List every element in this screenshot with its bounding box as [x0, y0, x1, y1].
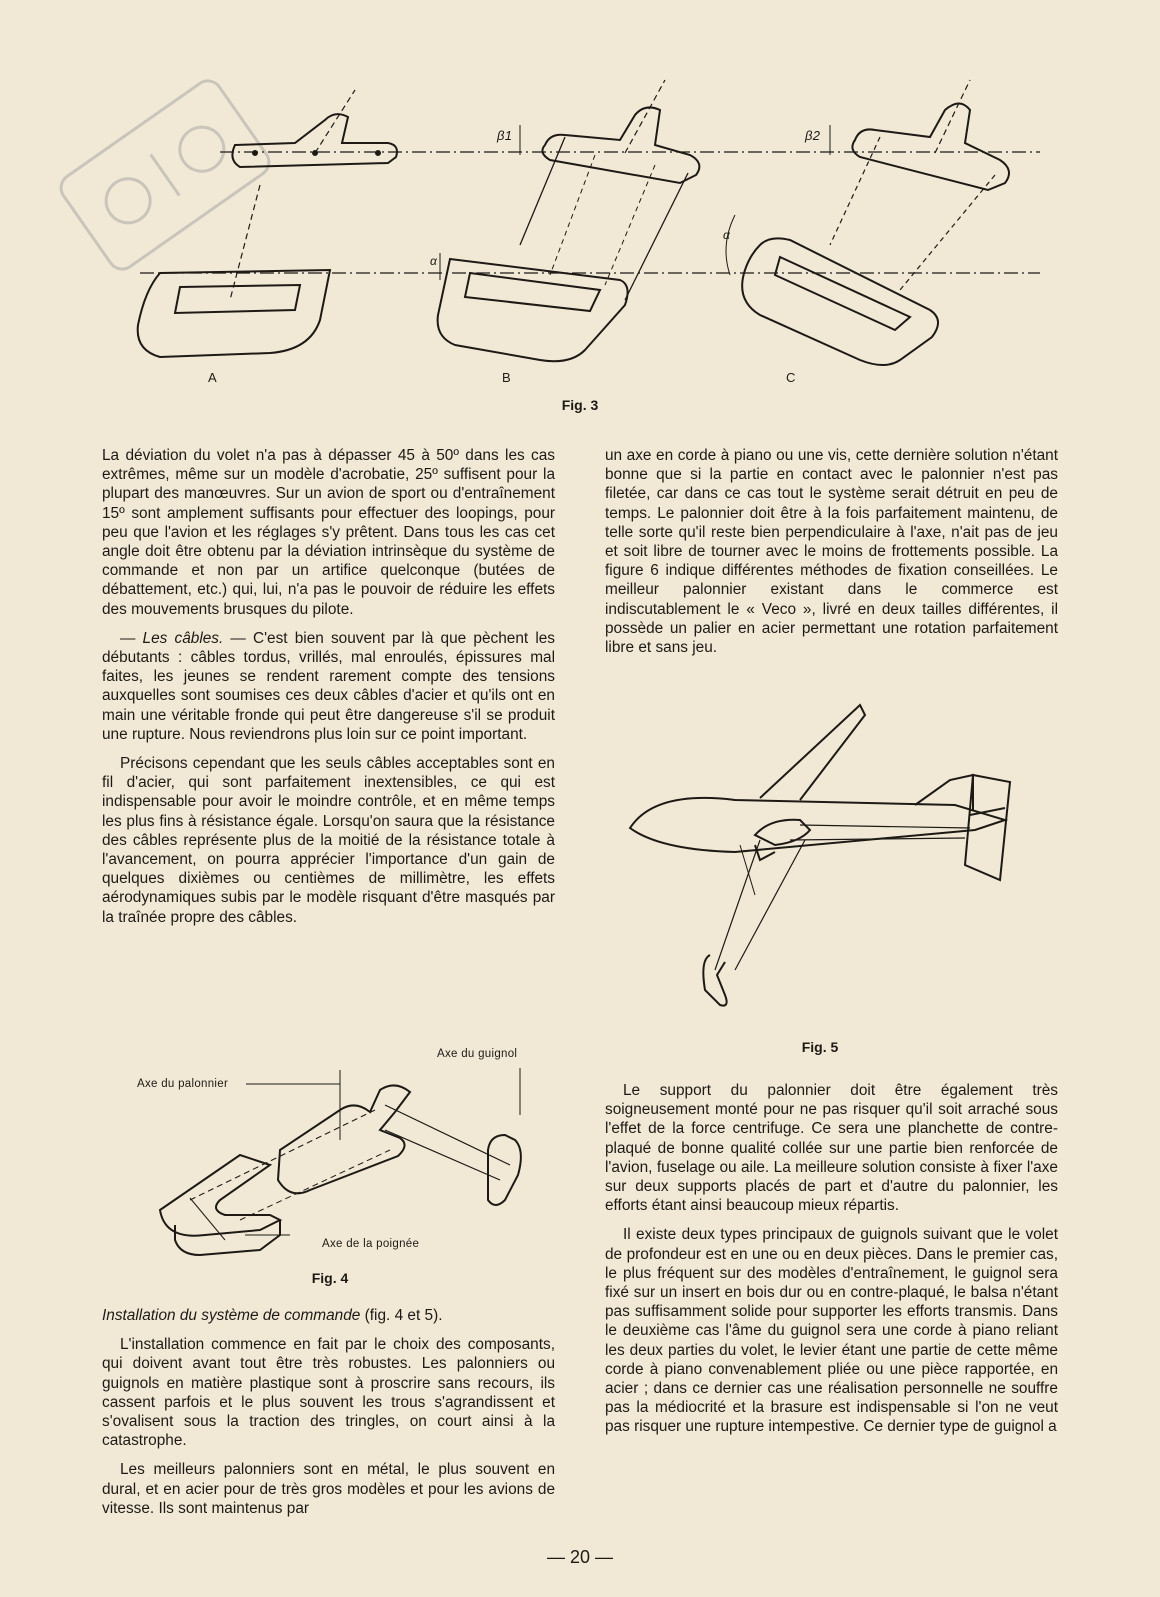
left-paragraph-1: La déviation du volet n'a pas à dépasser 45 à 50º dans les cas extrêmes, même sur un modèle d'acrobatie, 25º suffisent pour la plupart des manœuvres. Sur un avion de sport ou d'entraînement 15º sont amplement suffisants pour effectuer des loopings, pour peu que l'avion et les réglages s'y prêtent. Dans tous les cas cet angle doit être obtenu par la déviation intrinsèque du système de commande et non par un artifice quelconque (butées de débattement, etc.) qui, lui, n'a pas le pouvoir de réduire les effets des mouvements brusques du pilote. — [102, 447, 555, 618]
fig4-label-poignee: Axe de la poignée — [322, 1238, 420, 1250]
right-paragraph-2: Le support du palonnier doit être également très soigneusement monté pour ne pas risquer qu'il soit arraché sous l'effet de la force centrifuge. Ce sera une planchette de contre-plaqué de bonne qualité collée sur une partie bien renforcée de l'avion, fuselage ou aile. La meilleure solution consiste à fixer l'axe sur deux supports placés de part et d'autre du palonnier, les efforts étant ainsi beaucoup mieux répartis. — [605, 1082, 1058, 1215]
left-paragraph-5: Les meilleurs palonniers sont en métal, le plus souvent en dural, et en acier pour de très gros modèles et pour les avions de vitesse. Ils sont maintenus par — [102, 1461, 555, 1517]
right-column-bottom — [605, 1081, 1058, 1447]
left-paragraph-3: Précisons cependant que les seuls câbles acceptables sont en fil d'acier, qui sont parfaitement inextensibles, ce qui est indispensable pour avoir le moindre contrôle, et en même temps les plus fins à résistance égale. Lorsqu'on saura que la résistance des câbles représente plus de la moitié de la résistance totale à l'avancement, on pourra apprécier l'importance d'un gain de quelques dixièmes ou centièmes de millimètre, les effets aérodynamiques subis par le modèle risquant d'être masqués par la traînée propre des câbles. — [102, 755, 555, 926]
fig5-caption: Fig. 5 — [801, 1039, 839, 1055]
cables-heading: — Les câbles. — — [120, 629, 246, 647]
cables-text: C'est bien souvent par là que pèchent les débutants : câbles tordus, vrillés, mal enroulés, épissures mal faites, les jeunes se rendent rarement compte des tensions auxquelles sont soumises ces deux câbles d'acier et qu'ils ont en main une véritable fronde qui peut être dangereuse s'il se produit une rupture. Nous reviendrons plus loin sur ce point important. — [102, 629, 555, 743]
fig4-label-palonnier: Axe du palonnier — [137, 1078, 229, 1090]
fig3-caption: Fig. 3 — [561, 397, 599, 413]
left-paragraph-4: L'installation commence en fait par le choix des composants, qui doivent avant tout être très robustes. Les palonniers ou guignols en matière plastique sont à proscrire sans recours, ils cassent parfois et le plus souvent les trous s'agrandissent et s'ovalisent sous la traction des tringles, on court ainsi à la catastrophe. — [102, 1336, 555, 1450]
fig3-palonnier-c — [742, 80, 1009, 365]
fig3-beta2-label: β2 — [805, 128, 821, 143]
fig4-label-guignol: Axe du guignol — [437, 1048, 518, 1060]
figure-4-diagram — [130, 1040, 560, 1265]
figure-5-diagram — [625, 700, 1025, 1040]
installation-heading — [102, 1306, 555, 1325]
right-paragraph-1: un axe en corde à piano ou une vis, cette dernière solution n'étant bonne que si la partie en contact avec le palonnier n'est pas filetée, car dans ce cas tout le système serait détruit en peu de temps. Le palonnier doit être à la fois parfaitement maintenu, de telle sorte qu'il reste bien perpendiculaire à l'axe, n'ait pas de jeu et soit libre de tourner avec le moins de frottements possible. La figure 6 indique différentes méthodes de fixation conseillées. Le meilleur palonnier existant dans le commerce est indiscutablement le « Veco », livré en deux tailles différentes, il possède un palier en acier permettant une rotation parfaitement libre et sans jeu. — [605, 447, 1058, 657]
fig3-label-b: B — [502, 370, 511, 385]
fig3-label-c: C — [786, 370, 796, 385]
fig4-caption: Fig. 4 — [311, 1270, 349, 1286]
left-column-top — [102, 446, 555, 937]
left-column-bottom — [102, 1306, 555, 1528]
fig3-alpha-c-label: α — [723, 228, 731, 242]
fig3-label-a: A — [208, 370, 217, 385]
installation-heading-italic: Installation du système de commande — [102, 1307, 361, 1324]
installation-heading-ref: (fig. 4 et 5). — [360, 1307, 443, 1324]
figure-3-diagram — [120, 75, 1040, 375]
left-paragraph-2 — [102, 629, 555, 744]
fig3-alpha-b-label: α — [430, 254, 438, 268]
right-paragraph-3: Il existe deux types principaux de guignols suivant que le volet de profondeur est en une ou en deux pièces. Dans le premier cas, le plus fréquent sur des modèles d'entraînement, le guignol sera fixé sur un insert en bois dur ou en contre-plaqué, le balsa n'étant pas suffisamment solide pour supporter les efforts transmis. Dans le deuxième cas l'âme du guignol sera une corde à piano reliant les deux parties du volet, le levier étant une partie de cette même corde à piano convenablement pliée ou une pièce rapportée, en acier ; dans ce dernier cas une réalisation personnelle ne souffre pas la médiocrité et la brasure est indispensable si l'on ne veut pas risquer une rupture intempestive. Ce dernier type de guignol a — [605, 1226, 1058, 1436]
fig3-palonnier-a — [232, 90, 397, 167]
fig3-beta1-label: β1 — [497, 128, 513, 143]
fig3-palonnier-b — [438, 80, 700, 361]
right-column-top — [605, 446, 1058, 667]
fig3-handle-a — [138, 185, 330, 357]
page-number: — 20 — — [546, 1547, 614, 1567]
